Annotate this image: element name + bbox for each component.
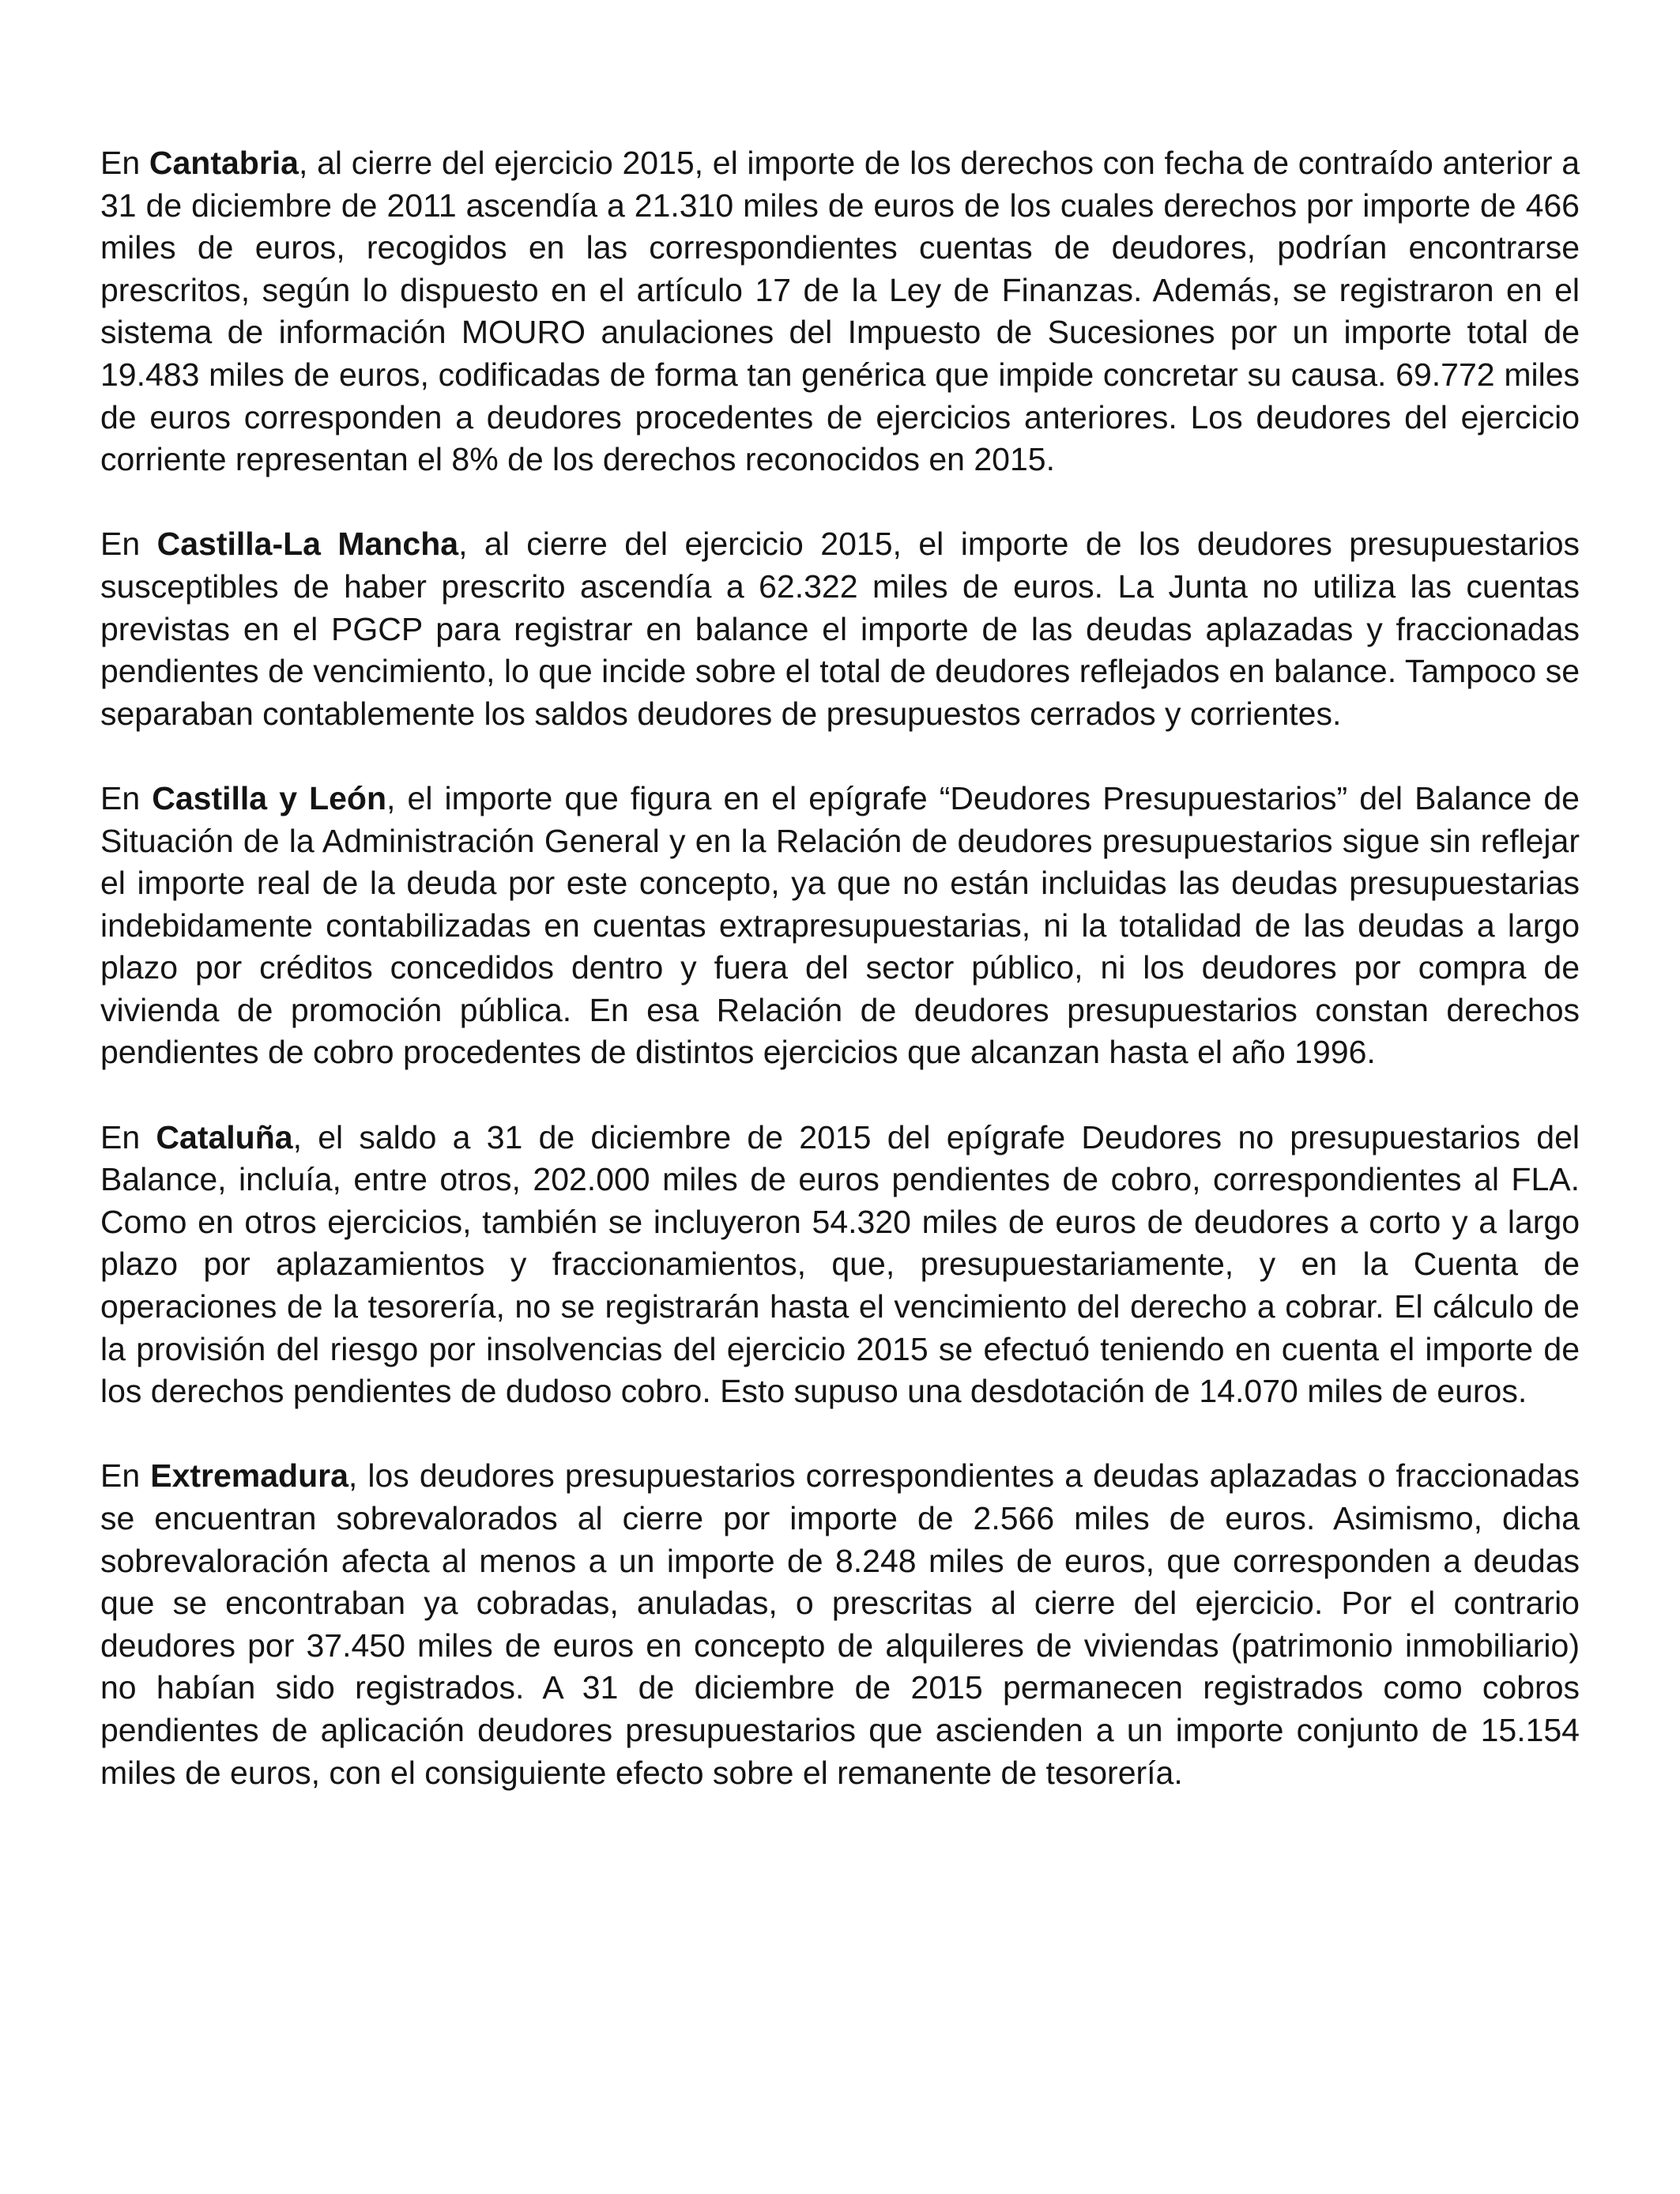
paragraph-body: , al cierre del ejercicio 2015, el importe de los deudores presupuestarios susceptibles de haber prescrito ascendía a 62.322 miles de euros. La Junta no utiliza las cuentas previstas en el PGCP para registrar en balance el importe de las deudas aplazadas y fraccionadas pendientes de vencimiento, lo que incide sobre el total de deudores reflejados en balance. Tampoco se separaban contablemente los saldos deudores de presupuestos cerrados y corrientes.	[100, 526, 1580, 732]
paragraph-castilla-la-mancha	[100, 523, 1580, 735]
region-name-castilla-y-leon: Castilla y León	[152, 779, 387, 816]
paragraph-lead: En	[100, 779, 153, 816]
paragraph-castilla-y-leon	[100, 778, 1580, 1074]
paragraph-body: , al cierre del ejercicio 2015, el importe de los derechos con fecha de contraído anterior a 31 de diciembre de 2011 ascendía a 21.310 miles de euros de los cuales derechos por importe de 466 miles de euros, recogidos en las correspondientes cuentas de deudores, podrían encontrarse prescritos, según lo dispuesto en el artículo 17 de la Ley de Finanzas. Además, se registraron en el sistema de información MOURO anulaciones del Impuesto de Sucesiones por un importe total de 19.483 miles de euros, codificadas de forma tan genérica que impide concretar su causa. 69.772 miles de euros corresponden a deudores procedentes de ejercicios anteriores. Los deudores del ejercicio corriente representan el 8% de los derechos reconocidos en 2015.	[100, 145, 1580, 478]
region-name-cataluna: Cataluña	[156, 1118, 293, 1155]
paragraph-body: , el importe que figura en el epígrafe “Deudores Presupuestarios” del Balance de Situación de la Administración General y en la Relación de deudores presupuestarios sigue sin reflejar el importe real de la deuda por este concepto, ya que no están incluidas las deudas presupuestarias indebidamente contabilizadas en cuentas extrapresupuestarias, ni la totalidad de las deudas a largo plazo por créditos concedidos dentro y fuera del sector público, ni los deudores por compra de vivienda de promoción pública. En esa Relación de deudores presupuestarios constan derechos pendientes de cobro procedentes de distintos ejercicios que alcanzan hasta el año 1996.	[100, 779, 1580, 1071]
region-name-castilla-la-mancha: Castilla-La Mancha	[156, 526, 459, 563]
paragraph-lead: En	[100, 1118, 156, 1155]
paragraph-lead: En	[100, 526, 157, 563]
paragraph-extremadura	[100, 1455, 1580, 1794]
paragraph-lead: En	[100, 1457, 151, 1495]
paragraph-body: , el saldo a 31 de diciembre de 2015 del epígrafe Deudores no presupuestarios del Balance, incluía, entre otros, 202.000 miles de euros pendientes de cobro, correspondientes al FLA. Como en otros ejercicios, también se incluyeron 54.320 miles de euros de deudores a corto y a largo plazo por aplazamientos y fraccionamientos, que, presupuestariamente, y en la Cuenta de operaciones de la tesorería, no se registrarán hasta el vencimiento del derecho a cobrar. El cálculo de la provisión del riesgo por insolvencias del ejercicio 2015 se efectuó teniendo en cuenta el importe de los derechos pendientes de dudoso cobro. Esto supuso una desdotación de 14.070 miles de euros.	[100, 1118, 1580, 1410]
paragraph-body: , los deudores presupuestarios correspondientes a deudas aplazadas o fraccionadas se encuentran sobrevalorados al cierre por importe de 2.566 miles de euros. Asimismo, dicha sobrevaloración afecta al menos a un importe de 8.248 miles de euros, que corresponden a deudas que se encontraban ya cobradas, anuladas, o prescritas al cierre del ejercicio. Por el contrario deudores por 37.450 miles de euros en concepto de alquileres de viviendas (patrimonio inmobiliario) no habían sido registrados. A 31 de diciembre de 2015 permanecen registrados como cobros pendientes de aplicación deudores presupuestarios que ascienden a un importe conjunto de 15.154 miles de euros, con el consiguiente efecto sobre el remanente de tesorería.	[100, 1457, 1580, 1791]
paragraph-cataluna	[100, 1117, 1580, 1413]
paragraph-lead: En	[100, 145, 149, 181]
region-name-extremadura: Extremadura	[150, 1457, 348, 1495]
document-page	[100, 142, 1580, 1837]
paragraph-cantabria	[100, 142, 1580, 481]
region-name-cantabria: Cantabria	[149, 145, 299, 181]
